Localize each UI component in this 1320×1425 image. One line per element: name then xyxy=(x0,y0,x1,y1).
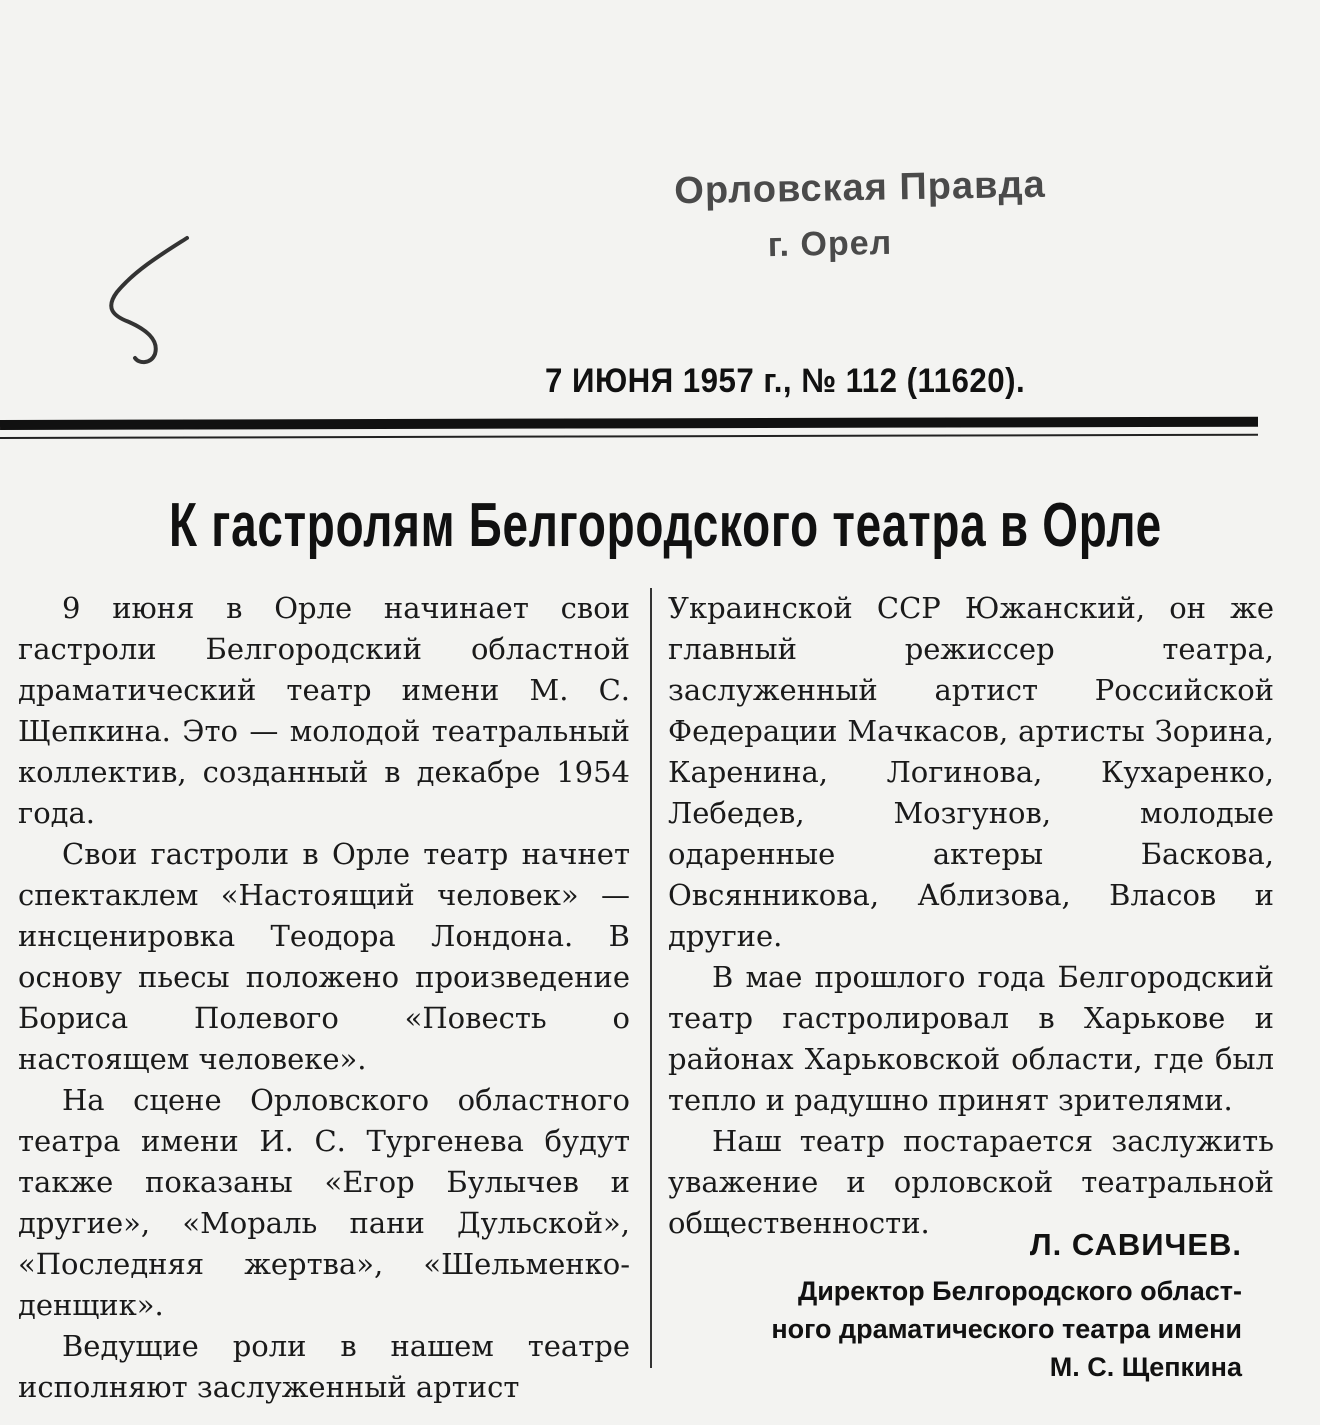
header-rule-thin xyxy=(0,434,1258,439)
signature-title-line: М. С. Щепкина xyxy=(1049,1352,1242,1382)
article-column-left xyxy=(18,588,630,1408)
handwritten-mark xyxy=(95,230,205,370)
article-paragraph: В мае прошлого года Белгородский театр гастролировал в Харькове и районах Харьковской области, где был тепло и радушно принят зрителями. xyxy=(668,960,1274,1117)
article-column-right xyxy=(668,588,1274,1244)
stamp-city: г. Орел xyxy=(767,223,893,265)
newspaper-stamp xyxy=(600,160,1120,272)
article-paragraph: Украинской ССР Южанский, он же главный режиссер театра, заслуженный артист Российской Федерации Мачкасов, артисты Зорина, Каренина, Логинова, Кухаренко, Лебедев, Мозгунов, молодые одаренные актеры Баскова, Овсянникова, Аблизова, Власов и другие. xyxy=(668,591,1274,953)
article-paragraph: Ведущие роли в нашем театре исполняют заслуженный артист xyxy=(18,1329,630,1404)
signature-title-line: Директор Белгородского област- xyxy=(797,1276,1242,1306)
article-paragraph: На сцене Орловского областного театра имени И. С. Тургенева будут также показаны «Егор Булычев и другие», «Мораль пани Дульской», «Последняя жертва», «Шельменко-денщик». xyxy=(18,1083,630,1322)
article-signature xyxy=(771,1222,1242,1386)
signature-name: Л. САВИЧЕВ. xyxy=(1029,1227,1242,1262)
header-rule-thick xyxy=(0,417,1258,430)
article-paragraph: Свои гастроли в Орле театр начнет спектаклем «Настоящий человек» — инсценировка Теодора Лондона. В основу пьесы положено произведение Бориса Полевого «Повесть о настоящем человеке». xyxy=(18,837,630,1076)
article-paragraph: 9 июня в Орле начинает свои гастроли Белгородский областной драматический театр имени М. С. Щепкина. Это — молодой театральный коллектив, созданный в декабре 1954 года. xyxy=(18,591,630,830)
stamp-newspaper-name: Орловская Правда xyxy=(673,163,1047,213)
article-paragraph: Наш театр постарается заслужить уважение и орловской театральной общественности. xyxy=(668,1124,1274,1240)
signature-title-line: ного драматического театра имени xyxy=(771,1314,1242,1344)
issue-dateline: 7 ИЮНЯ 1957 г., № 112 (11620). xyxy=(545,362,1026,400)
signature-title xyxy=(771,1272,1242,1386)
column-divider xyxy=(650,588,652,1368)
article-headline: К гастролям Белгородского театра в Орле xyxy=(169,491,1162,560)
